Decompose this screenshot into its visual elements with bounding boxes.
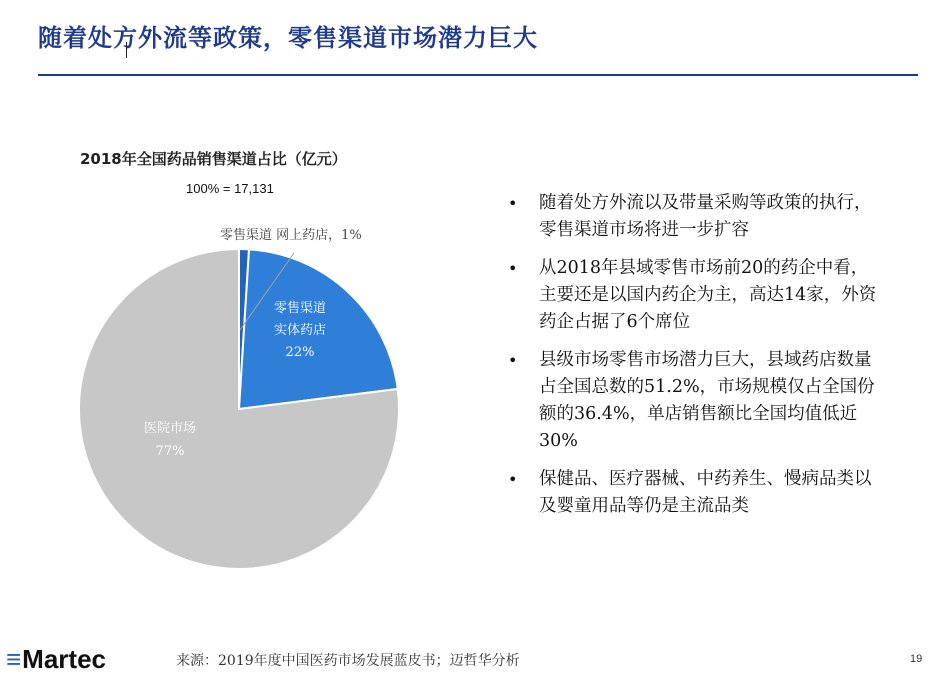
bullet-item (505, 347, 885, 455)
bullet-icon: • (508, 470, 518, 489)
retail-pharmacy-pct: 22% (285, 345, 315, 360)
martec-logo (6, 644, 106, 675)
bullet-text: 从2018年县域零售市场前20的药企中看，主要还是以国内药企为主，高达14家，外资药企占据了6个席位 (539, 258, 877, 332)
bullet-item (505, 255, 885, 336)
bullet-icon: • (508, 351, 518, 370)
hospital-label: 医院市场 (143, 421, 197, 436)
online-pharmacy-label: 零售渠道 网上药店，1% (220, 228, 362, 243)
bullet-icon: • (508, 194, 518, 213)
hospital-pct: 77% (155, 444, 185, 459)
chart-total-label: 100% = 17,131 (186, 181, 274, 196)
logo-text: Martec (22, 644, 106, 674)
bullet-text: 县级市场零售市场潜力巨大，县域药店数量占全国总数的51.2%，市场规模仅占全国份额的36.4%，单店销售额比全国均值低近30% (539, 350, 875, 451)
page-title: 随着处方外流等政策，零售渠道市场潜力巨大 (38, 24, 538, 52)
chart-title: 2018年全国药品销售渠道占比（亿元） (80, 150, 347, 168)
retail-pharmacy-label-line1: 零售渠道 (273, 301, 327, 316)
bullet-list (505, 190, 885, 531)
bullet-text: 随着处方外流以及带量采购等政策的执行，零售渠道市场将进一步扩容 (539, 193, 872, 240)
retail-pharmacy-label-line2: 实体药店 (273, 323, 327, 338)
logo-mark-icon: ≡ (6, 644, 22, 674)
bullet-item (505, 190, 885, 244)
bullet-text: 保健品、医疗器械、中药养生、慢病品类以及婴童用品等仍是主流品类 (539, 469, 872, 516)
page-number: 19 (910, 653, 923, 665)
bullet-icon: • (508, 259, 518, 278)
source-note: 来源：2019年度中国医药市场发展蓝皮书；迈哲华分析 (176, 653, 520, 669)
bullet-item (505, 466, 885, 520)
